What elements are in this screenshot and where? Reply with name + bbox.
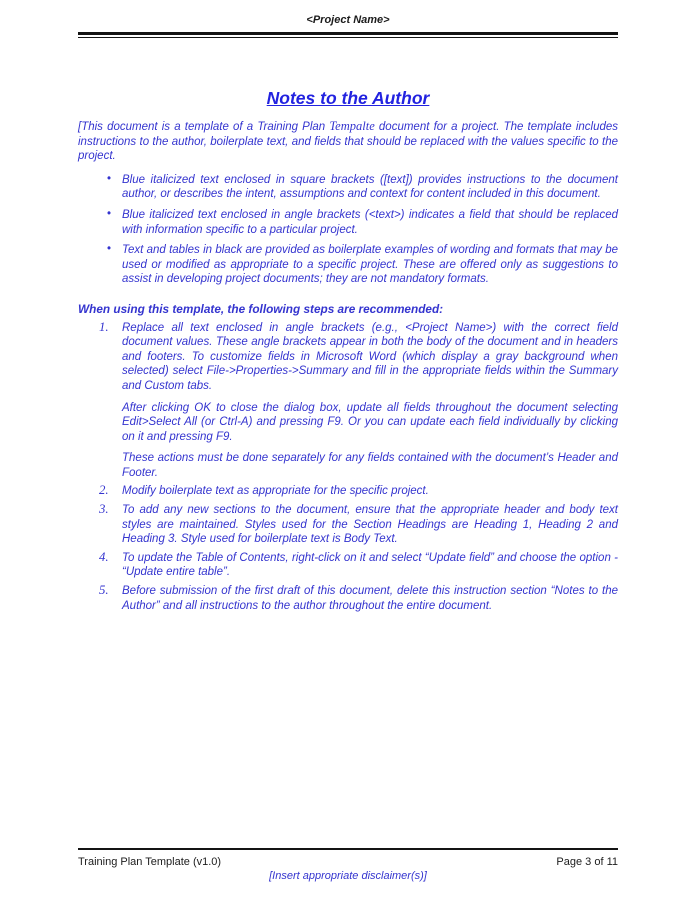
steps-list — [78, 317, 618, 614]
step-paragraph: Replace all text enclosed in angle brackets (e.g., <Project Name>) with the correct field document values. These angle brackets appear in both the body of the document and in headers and footers. To customize fields in Microsoft Word (which display a gray background when selected) select File->Properties->Summary and fill in the appropriate fields within the Summary and Custom tabs. — [122, 321, 618, 392]
header-project-name: <Project Name> — [306, 14, 390, 26]
bullet-item — [78, 243, 618, 287]
notes-bullet-list — [78, 173, 618, 293]
intro-serif-word: Tempalte — [329, 119, 375, 133]
footer-disclaimer: [Insert appropriate disclaimer(s)] — [269, 870, 427, 882]
step-item — [78, 484, 618, 499]
step-paragraph: After clicking OK to close the dialog box, update all fields throughout the document selecting Edit>Select All (or Ctrl-A) and pressing F9. Or you can update each field individually by clicking on it and pressing F9. — [122, 401, 618, 443]
page-title: Notes to the Author — [266, 88, 430, 108]
bullet-item — [78, 173, 618, 202]
step-number: 2. — [99, 483, 109, 498]
bullet-text: Blue italicized text enclosed in square brackets ([text]) provides instructions to the document author, or describes the intent, assumptions and context for content included in this document. — [122, 173, 618, 201]
step-number: 5. — [99, 583, 109, 598]
bullet-text: Text and tables in black are provided as boilerplate examples of wording and formats that may be used or modified as appropriate to a specific project. These are offered only as suggestions to assist in developing project documents; they are not mandatory formats. — [122, 244, 618, 286]
step-number: 4. — [99, 549, 109, 564]
step-item — [78, 321, 618, 481]
bullet-icon: • — [107, 172, 112, 185]
bullet-text: Blue italicized text enclosed in angle brackets (<text>) indicates a field that should be replaced with information specific to a particular project. — [122, 208, 618, 236]
step-item — [78, 584, 618, 613]
intro-text-pre: [This document is a template of a Training Plan — [78, 121, 330, 133]
bullet-icon: • — [107, 243, 112, 256]
step-paragraph: Before submission of the first draft of this document, delete this instruction section “Notes to the Author” and all instructions to the author throughout the entire document. — [122, 585, 618, 612]
step-paragraph: These actions must be done separately for any fields contained with the document’s Header and Footer. — [122, 452, 618, 479]
page-footer — [78, 848, 618, 900]
footer-document-name: Training Plan Template (v1.0) — [78, 856, 222, 868]
intro-text-post: document for a project. The template includes instructions to the author, boilerplate text, and fields that should be replaced with the values specific to the project. — [78, 121, 619, 163]
bullet-item — [78, 208, 618, 237]
intro-paragraph — [78, 119, 618, 164]
step-item — [78, 503, 618, 547]
header-rule-thick — [78, 32, 618, 35]
bullet-icon: • — [107, 207, 112, 220]
footer-rule — [78, 848, 618, 850]
footer-page-number: Page 3 of 11 — [556, 856, 618, 868]
step-paragraph: Modify boilerplate text as appropriate for the specific project. — [122, 485, 429, 498]
step-paragraph: To add any new sections to the document, ensure that the appropriate header and body text styles are maintained. Styles used for the Section Headings are Heading 1, Heading 2 and Heading 3. Style used for boilerplate text is Body Text. — [122, 504, 618, 546]
header-rule-thin — [78, 37, 618, 38]
step-item — [78, 551, 618, 580]
steps-heading: When using this template, the following steps are recommended: — [78, 301, 444, 316]
page-header — [78, 14, 618, 38]
step-paragraph: To update the Table of Contents, right-click on it and select “Update field” and choose the option - “Update entire table”. — [122, 551, 618, 579]
step-number: 3. — [99, 502, 109, 517]
step-number: 1. — [99, 319, 109, 334]
footer-row — [78, 856, 618, 868]
